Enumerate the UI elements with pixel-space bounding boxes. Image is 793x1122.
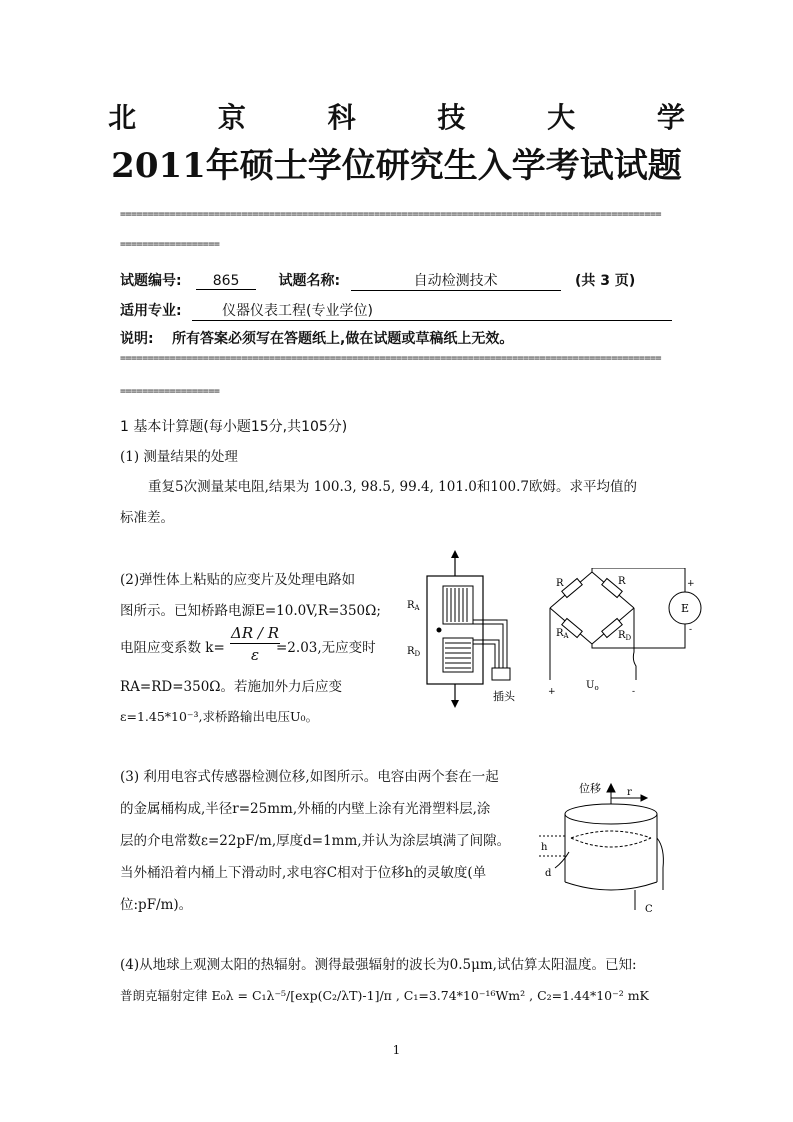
q2-text-line1: (2)弹性体上粘贴的应变片及处理电路如 — [120, 572, 356, 588]
bridge-circuit-figure — [540, 568, 720, 703]
divider-rule: ================================================================================================== — [120, 209, 662, 220]
q2-text-line4: RA=RD=350Ω。若施加外力后应变 — [120, 679, 342, 695]
capacitor-figure — [535, 778, 680, 918]
label-rd: $R_D$ — [618, 630, 632, 642]
note-label: 说明: — [120, 331, 154, 347]
university-title: 北 京 科 技 大 学 — [108, 101, 721, 134]
q3-text-line3: 层的介电常数ε=22pF/m,厚度d=1mm,并认为涂层填满了间隙。 — [120, 833, 511, 849]
q1-text-line2: 标准差。 — [120, 510, 174, 526]
label-e: E — [681, 602, 690, 615]
divider-rule-tail: ================== — [120, 239, 220, 250]
q4-text-line2: 普朗克辐射定律 E₀λ = C₁λ⁻⁵/[exp(C₂/λT)-1]/π , C₁=3.74*10⁻¹⁶Wm² , C₂=1.44*10⁻² mK — [120, 988, 649, 1003]
section-heading: 1 基本计算题(每小题15分,共105分) — [120, 419, 348, 435]
label-minus-bot: - — [632, 687, 636, 697]
q3-text-line4: 当外桶沿着内桶上下滑动时,求电容C相对于位移h的灵敏度(单 — [120, 865, 487, 881]
label-d: d — [545, 868, 552, 879]
page-number: 1 — [392, 1043, 401, 1057]
label-h: h — [541, 842, 548, 853]
label-plus-bot: + — [548, 687, 556, 697]
divider-rule-tail: ================== — [120, 386, 220, 397]
note-line — [120, 328, 513, 348]
label-rd: $R_D$ — [407, 646, 421, 658]
exam-code-line — [120, 270, 635, 291]
label-r: r — [627, 787, 632, 798]
page-count: (共 3 页) — [575, 273, 636, 289]
q3-text-line5: 位:pF/m)。 — [120, 897, 193, 913]
label-ra: $R_A$ — [407, 600, 420, 612]
q1-text-line1: 重复5次测量某电阻,结果为 100.3, 98.5, 99.4, 101.0和100.7欧姆。求平均值的 — [148, 479, 637, 495]
major-value: 仪器仪表工程(专业学位) — [192, 300, 672, 321]
major-label: 适用专业: — [120, 303, 182, 319]
q3-text-line1: (3) 利用电容式传感器检测位移,如图所示。电容由两个套在一起 — [120, 769, 499, 785]
label-c: C — [645, 904, 653, 915]
q2-text-line2: 图所示。已知桥路电源E=10.0V,R=350Ω; — [120, 603, 381, 619]
code-label: 试题编号: — [120, 273, 182, 289]
major-line — [120, 300, 672, 321]
q2-text-line3b: =2.03,无应变时 — [276, 640, 376, 656]
name-label: 试题名称: — [278, 273, 341, 289]
label-uo: $U_o$ — [586, 680, 599, 692]
label-displacement: 位移 — [579, 782, 601, 795]
divider-rule: ================================================================================================== — [120, 353, 662, 364]
q3-text-line2: 的金属桶构成,半径r=25mm,外桶的内壁上涂有光滑塑料层,涂 — [120, 801, 491, 817]
strain-fraction — [230, 624, 280, 664]
label-plus-top: + — [687, 579, 695, 589]
label-r2: R — [618, 576, 626, 587]
label-r1: R — [556, 578, 564, 589]
q4-text-line1: (4)从地球上观测太阳的热辐射。测得最强辐射的波长为0.5μm,试估算太阳温度。已知: — [120, 957, 637, 973]
label-ra: $R_A$ — [556, 628, 569, 640]
label-plug: 插头 — [493, 690, 515, 703]
note-text: 所有答案必须写在答题纸上,做在试题或草稿纸上无效。 — [172, 331, 514, 347]
q2-text-line3a: 电阻应变系数 k= — [120, 640, 225, 656]
fraction-numerator: ΔR / R — [230, 624, 279, 642]
q2-text-line5: ε=1.45*10⁻³,求桥路输出电压U₀。 — [120, 709, 319, 724]
label-minus-side: - — [689, 625, 693, 635]
name-value: 自动检测技术 — [351, 270, 561, 291]
fraction-denominator: ε — [250, 646, 260, 664]
strain-gauge-figure — [395, 548, 525, 708]
exam-title: 2011年硕士学位研究生入学考试试题 — [111, 146, 682, 186]
code-value: 865 — [196, 273, 256, 290]
q1-title: (1) 测量结果的处理 — [120, 449, 238, 465]
